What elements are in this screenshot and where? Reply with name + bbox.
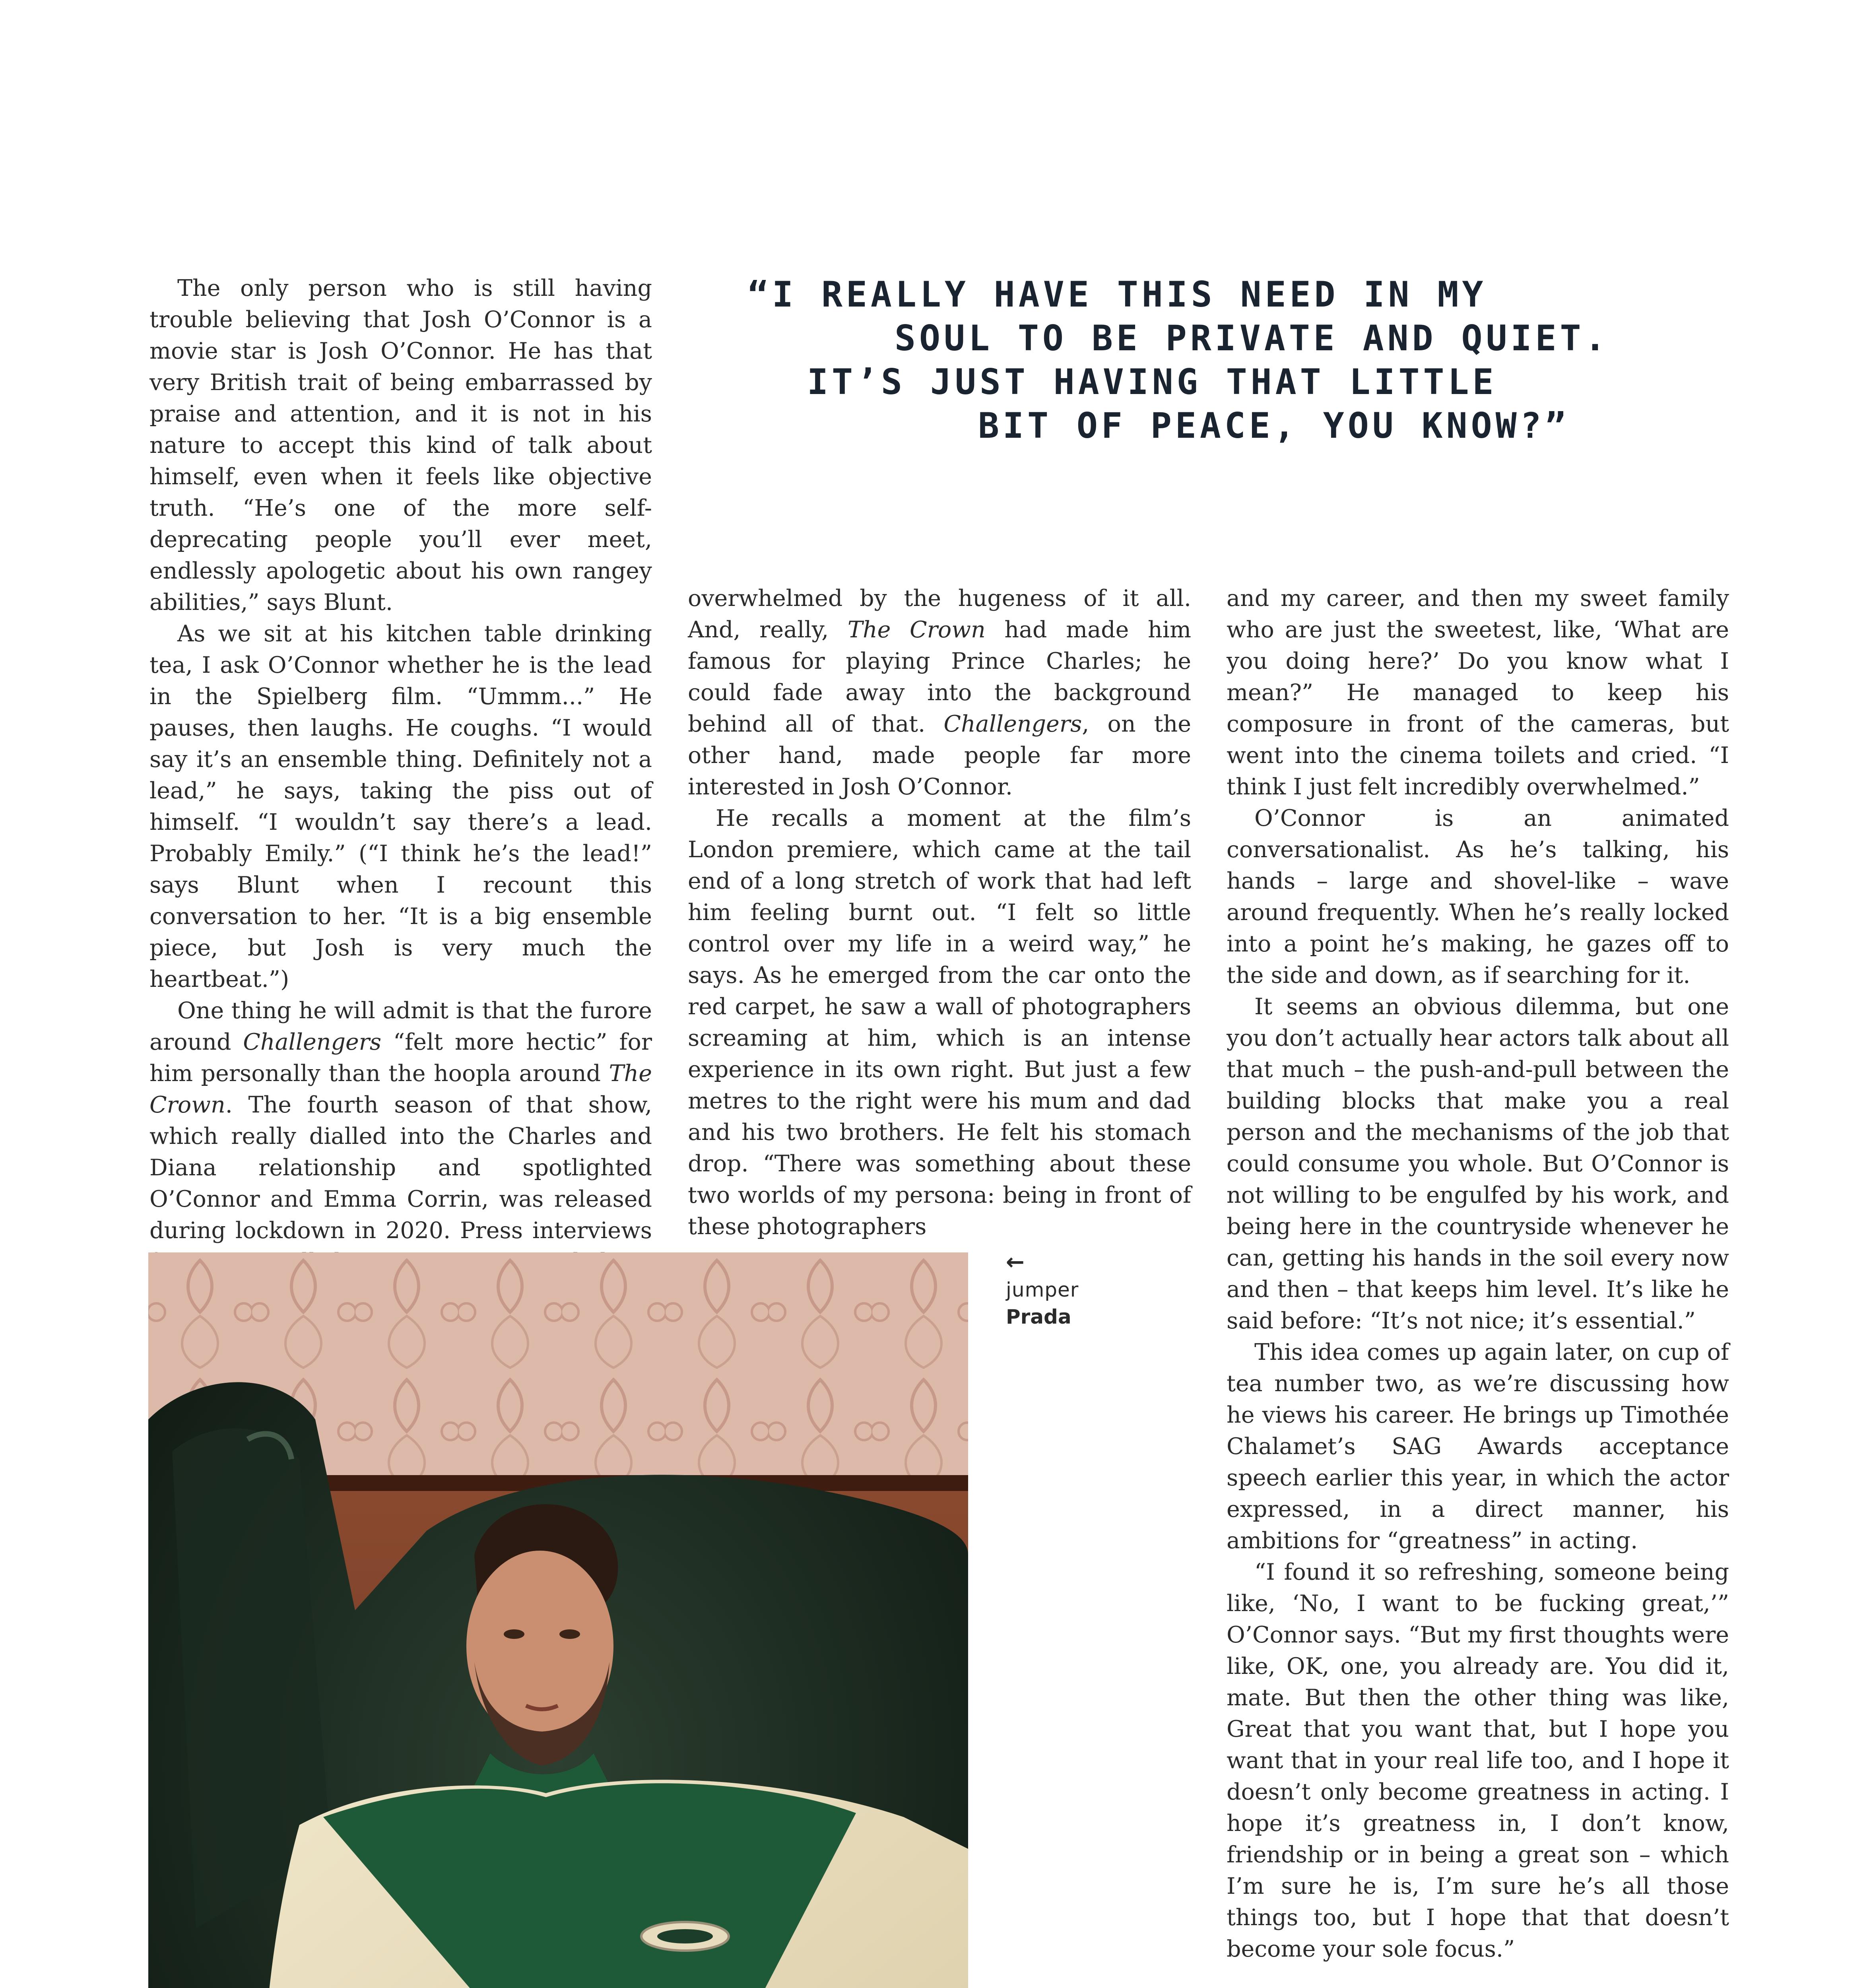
text-run: overwhelmed by the hugeness of it all. And, really,	[688, 585, 1191, 643]
pull-quote-line: BIT OF PEACE, YOU KNOW?”	[978, 405, 1570, 446]
paragraph: and my career, and then my sweet family who are just the sweetest, like, ‘What are you doing here?’ Do you know what I mean?” He managed to keep his composure in front of the cameras, but went into the cinema toilets and cried. “I think I just felt incredibly overwhelmed.”	[1227, 585, 1729, 800]
pull-quote-line: “I REALLY HAVE THIS NEED IN MY	[747, 274, 1487, 315]
film-title: Challengers	[943, 711, 1082, 737]
paragraph: As we sit at his kitchen table drinking tea, I ask O’Connor whether he is the lead in the Spielberg film. “Ummm...” He pauses, then laughs. He coughs. “I would say it’s an ensemble thing. Definitely not a lead,” he says, taking the piss out of himself. “I wouldn’t say there’s a lead. Probably Emily.” (“I think he’s the lead!” says Blunt when I recount this conversation to her. “It is a big ensemble piece, but Josh is very much the heartbeat.”)	[149, 621, 652, 992]
article-column-left	[149, 273, 652, 1309]
paragraph: O’Connor is an animated conversationalist. As he’s talking, his hands – large and shovel-like – wave around frequently. When he’s really locked into a point he’s making, he gazes off to the side and down, as if searching for it.	[1227, 805, 1729, 988]
text-run: One thing he will admit is that the furore around	[149, 998, 652, 1055]
paragraph	[688, 583, 1191, 803]
paragraph: This idea comes up again later, on cup of tea number two, as we’re discussing how he views his career. He brings up Timothée Chalamet’s SAG Awards acceptance speech earlier this year, in which the actor expressed, in a direct manner, his ambitions for “greatness” in acting.	[1227, 1339, 1729, 1554]
text-run: “felt more hectic” for him personally than the hoopla around	[149, 1029, 652, 1087]
pull-quote-line: SOUL TO BE PRIVATE AND QUIET.	[895, 318, 1609, 359]
text-run: had made him famous for playing Prince Charles; he could fade away into the background behind all of that.	[688, 617, 1192, 737]
pull-quote	[700, 273, 1718, 448]
film-title: Challengers	[243, 1029, 382, 1055]
paragraph: The only person who is still having trouble believing that Josh O’Connor is a movie star is Josh O’Connor. He has that very British trait of being embarrassed by praise and attention, and it is not in his nature to accept this kind of talk about himself, even when it feels like objective truth. “He’s one of the more self-deprecating people you’ll ever meet, endlessly apologetic about his own rangey abilities,” says Blunt.	[149, 275, 652, 615]
text-run: , on the other hand, made people far more interested in Josh O’Connor.	[688, 711, 1191, 800]
article-column-right	[1227, 583, 1729, 1988]
portrait-illustration	[148, 1252, 968, 1988]
article-column-middle	[688, 583, 1191, 1242]
photo-caption	[1006, 1248, 1079, 1330]
arrow-left-icon: ←	[1006, 1249, 1025, 1275]
show-title: The Crown	[847, 617, 986, 643]
portrait-photo	[148, 1252, 968, 1988]
caption-brand: Prada	[1006, 1305, 1071, 1328]
paragraph: “I found it so refreshing, someone being like, ‘No, I want to be fucking great,’” O’Connor says. “But my first thoughts were like, OK, one, you already are. You did it, mate. But then the other thing was like, Great that you want that, but I hope you want that in your real life too, and I hope it doesn’t only become greatness in acting. I hope it’s greatness in, I don’t know, friendship or in being a great son – which I’m sure he is, I’m sure he’s all those things too, but I hope that that doesn’t become your sole focus.”	[1227, 1559, 1729, 1962]
show-title: The Crown	[149, 1060, 652, 1118]
text-run: . The fourth season of that show, which really dialled into the Charles and Diana relationship and spotlighted O’Connor and Emma Corrin, was released during lockdown in 2020. Press interviews	[149, 1092, 652, 1244]
paragraph: It seems an obvious dilemma, but one you don’t actually hear actors talk about all that much – the push-and-pull between the building blocks that make you a real person and the mechanisms of the job that could consume you whole. But O’Connor is not willing to be engulfed by his work, and being here in the countryside whenever he can, getting his hands in the soil every now and then – that keeps him level. It’s like he said before: “It’s not nice; it’s essential.”	[1227, 994, 1729, 1334]
caption-item: jumper	[1006, 1278, 1079, 1301]
pull-quote-line: IT’S JUST HAVING THAT LITTLE	[807, 361, 1497, 402]
paragraph: He recalls a moment at the film’s London premiere, which came at the tail end of a long stretch of work that had left him feeling burnt out. “I felt so little control over my life in a weird way,” he says. As he emerged from the car onto the red carpet, he saw a wall of photographers screaming at him, which is an intense experience in its own right. But just a few metres to the right were his mum and dad and his two brothers. He felt his stomach drop. “There was something about these two worlds of my persona: being in front of these photographers	[688, 805, 1191, 1240]
